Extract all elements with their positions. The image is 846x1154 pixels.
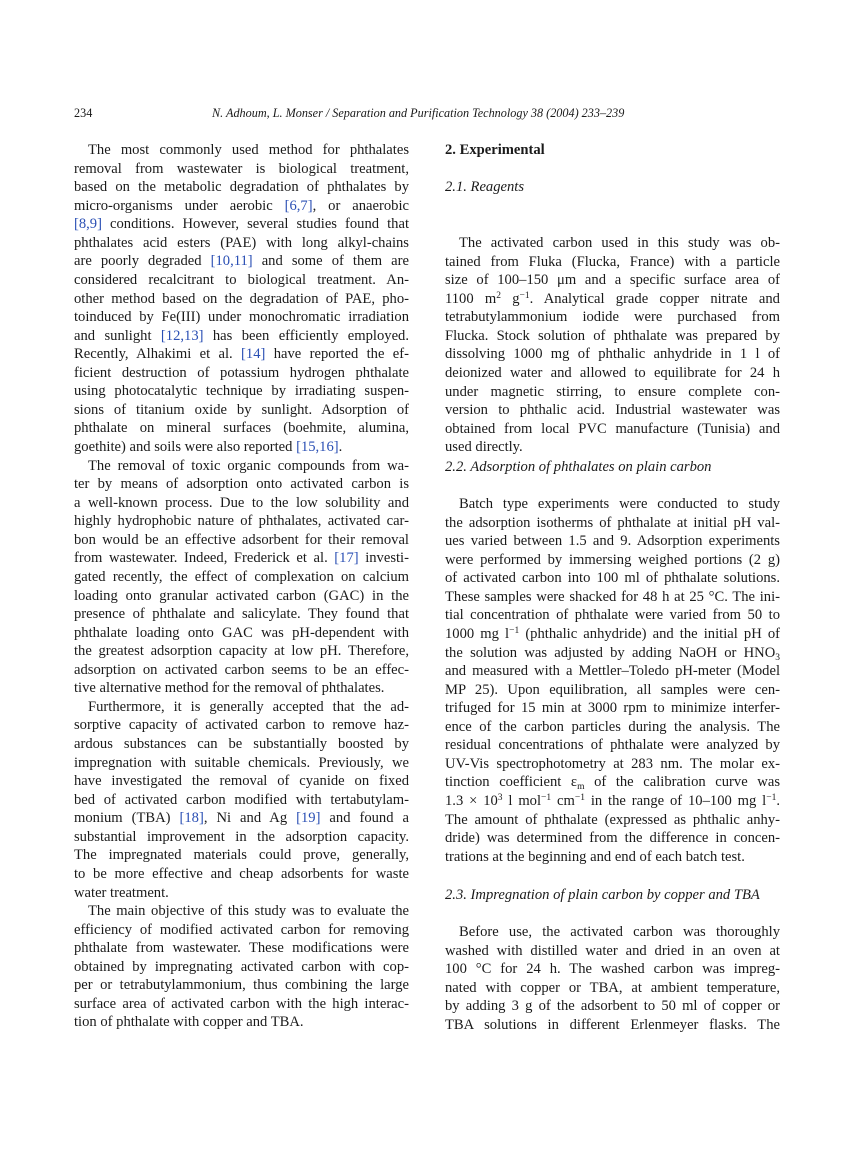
superscript: −1 [541, 793, 552, 803]
text-line: phthalate on mineral surfaces (boehmite, alumina, [74, 420, 409, 437]
text-line: obtained by impregnating activated carbon with cop- [74, 958, 409, 975]
citation-link[interactable]: [12,13] [160, 327, 204, 344]
text-line: Batch type experiments were conducted to study [459, 496, 780, 512]
text-line: surface area of activated carbon with the high interac- [74, 995, 409, 1012]
text-line: trifuged for 15 min at 3000 rpm to minimize interfer- [445, 700, 780, 717]
text-line: phthalate loading onto GAC was pH-dependent with [74, 624, 409, 641]
text-line: goethite) and soils were also reported [15,16]. [74, 439, 343, 455]
left-column [74, 141, 409, 1032]
text-line: sorptive capacity of activated carbon to remove haz- [74, 717, 409, 734]
text-line: per or tetrabutylammonium, thus combining the large [74, 977, 409, 994]
superscript: −1 [766, 793, 777, 803]
text-line: The main objective of this study was to evaluate the [88, 903, 409, 920]
superscript: −1 [509, 625, 520, 636]
text-line: adsorption on activated carbon seems to be an effec- [74, 661, 409, 678]
text-line: Flucka. Stock solution of phthalate was prepared by [445, 327, 780, 344]
text-line: ues varied between 1.5 and 9. Adsorption experiments [445, 533, 780, 550]
text-line: water treatment. [74, 884, 169, 901]
text-line: to be more effective and cheap adsorbents for waste [74, 865, 409, 882]
running-title: N. Adhoum, L. Monser / Separation and Purification Technology 38 (2004) 233–239 [212, 106, 625, 120]
text-line: Before use, the activated carbon was thoroughly [459, 924, 780, 940]
text-line: and measured with a Mettler–Toledo pH-meter (Model [445, 663, 780, 680]
text-line: tive alternative method for the removal of phthalates. [74, 680, 385, 697]
text-line: gated recently, the effect of complexation on calcium [74, 568, 409, 585]
text-line: washed with distilled water and dried in an oven at [445, 942, 780, 959]
text-line: dride) was determined from the difference in concen- [445, 830, 780, 847]
text-line: based on the metabolic degradation of phthalates by [74, 179, 409, 196]
text-line: The activated carbon used in this study was ob- [459, 235, 780, 251]
subscript: m [577, 782, 585, 793]
text-line: from wastewater. Indeed, Frederick et al. [17] investi- [74, 550, 409, 567]
text-line: substantial improvement in the adsorption capacity. [74, 828, 409, 845]
text-line: using photocatalytic technique by irradiating suspen- [74, 383, 409, 400]
text-line: $1.3 \times 10^3$ l mol$^{-1}$ $cm^{-1}$ in the range of 10–100 mg $l^{-1}$. [445, 793, 780, 809]
text-line: tetrabutylammonium iodide were purchased from [445, 309, 780, 326]
text-line: 1000 mg $l^{-1}$ (phthalic anhydride) and the initial pH of [445, 625, 781, 642]
text-line: other method based on the degradation of PAE, pho- [74, 290, 409, 307]
text-line: under magnetic stirring, to ensure complete con- [445, 383, 780, 400]
text-line: ter by means of adsorption onto activated carbon is [74, 476, 409, 493]
page-number: 234 [74, 106, 93, 120]
section-heading: 2. Experimental [445, 142, 545, 158]
citation-link[interactable]: [15,16] [296, 439, 339, 455]
text-line: impregnation with suitable chemicals. Previously, we [74, 754, 409, 771]
text-line: considered recalcitrant to biological treatment. An- [74, 271, 409, 288]
citation-link[interactable]: [19] [296, 810, 321, 827]
text-line: toinduced by Fe(III) under monochromatic irradiation [74, 309, 409, 326]
text-line: [8,9] conditions. However, several studies found that [74, 216, 409, 233]
text-line: were performed by immersing weighed portions (2 g) [445, 551, 780, 568]
text-line: phthalate from wastewater. These modifications were [74, 940, 409, 957]
superscript: 2 [496, 290, 501, 301]
subscript: 3 [775, 652, 780, 663]
text-line: These samples were shacked for 48 h at 25 °C. The ini- [445, 588, 780, 605]
text-line: size of 100–150 μm and a specific surface area of [445, 272, 780, 289]
text-line: the greatest adsorption capacity at low pH. Therefore, [74, 643, 409, 660]
text-line: tained from Fluka (Flucka, France) with a particle [445, 253, 780, 270]
text-line: UV-Vis spectrophotometry at 283 nm. The molar ex- [445, 755, 780, 772]
text-line: are poorly degraded [10,11] and some of them are [74, 253, 409, 270]
text-line: of activated carbon into 100 ml of phthalate solutions. [445, 570, 780, 587]
citation-link[interactable]: [8,9] [74, 216, 102, 233]
text-line: micro-organisms under aerobic [6,7], or anaerobic [74, 197, 409, 214]
text-line: the adsorption isotherms of phthalate at initial pH val- [445, 514, 780, 531]
superscript: −1 [519, 290, 530, 301]
text-line: ardous substances can be substantially boosted by [74, 736, 409, 752]
text-line: used directly. [445, 439, 523, 456]
text-line: The most commonly used method for phthalates [88, 142, 409, 158]
text-line: sions of titanium oxide by sunlight. Adsorption of [74, 401, 409, 418]
text-line: The amount of phthalate (expressed as phthalic anhy- [445, 811, 780, 828]
text-line: tinction coefficient $\varepsilon_m$ of the calibration curve was [445, 774, 780, 793]
text-line: monium (TBA) [18], Ni and Ag [19] and found a [74, 810, 409, 827]
text-line: 1100 $m^2$ $g^{-1}$. Analytical grade copper nitrate and [445, 290, 780, 307]
text-line: removal from wastewater is biological treatment, [74, 160, 409, 177]
text-line: deionized water and allowed to equilibrate for 24 h [445, 364, 780, 381]
text-line: MP 25). Upon equilibration, all samples were cen- [445, 681, 780, 698]
text-line: trations at the beginning and end of each batch test. [445, 848, 745, 865]
text-line: and sunlight [12,13] has been efficiently employed. [74, 327, 409, 344]
text-line: residual concentrations of phthalate were analyzed by [445, 737, 780, 754]
text-line: ence of the carbon particles during the analysis. The [445, 718, 780, 735]
citation-link[interactable]: [14] [241, 346, 266, 363]
text-line: 100 °C for 24 h. The washed carbon was impreg- [445, 961, 780, 978]
text-line: loading onto granular activated carbon (GAC) in the [74, 587, 409, 604]
text-line: version to phthalic acid. Industrial wastewater was [445, 402, 780, 419]
superscript: −1 [574, 793, 585, 803]
text-line: by adding 3 g of the adsorbent to 50 ml of copper or [445, 998, 780, 1015]
text-line: bon would be an effective adsorbent for their removal [74, 531, 409, 548]
subsection-heading-impregnation: 2.3. Impregnation of plain carbon by copper and TBA [445, 887, 760, 903]
text-line: nated with copper or TBA, at ambient temperature, [445, 979, 780, 996]
citation-link[interactable]: [17] [334, 550, 359, 567]
text-line: obtained from local PVC manufacture (Tunisia) and [445, 420, 780, 437]
text-line: ficient destruction of potassium hydrogen phthalate [74, 364, 409, 381]
citation-link[interactable]: [18] [179, 810, 204, 827]
text-line: presence of phthalate and salicylate. They found that [74, 606, 409, 623]
text-line: the solution was adjusted by adding NaOH or $HNO_3$ [445, 644, 780, 663]
text-line: highly hydrophobic nature of phthalates, activated car- [74, 513, 409, 530]
text-line: TBA solutions in different Erlenmeyer flasks. The [445, 1016, 780, 1033]
reagents-body [445, 234, 780, 457]
text-line: a well-known process. Due to the low solubility and [74, 494, 409, 511]
text-line: dissolving 1000 mg of phthalic anhydride in 1 l of [445, 346, 780, 363]
text-line: tion of phthalate with copper and TBA. [74, 1014, 304, 1031]
text-line: The impregnated materials could prove, generally, [74, 847, 409, 864]
text-line: phthalates acid esters (PAE) with long alkyl-chains [74, 234, 409, 251]
subsection-heading-reagents: 2.1. Reagents [445, 179, 525, 195]
adsorption-body [445, 495, 780, 866]
superscript: 3 [497, 793, 503, 803]
citation-link[interactable]: [10,11] [210, 253, 253, 270]
text-line: Recently, Alhakimi et al. [14] have reported the ef- [74, 346, 409, 363]
citation-link[interactable]: [6,7] [284, 197, 313, 214]
impregnation-body [445, 923, 780, 1034]
text-line: bed of activated carbon modified with tertabutylam- [74, 791, 409, 808]
text-line: Furthermore, it is generally accepted that the ad- [88, 698, 409, 715]
subsection-heading-adsorption: 2.2. Adsorption of phthalates on plain carbon [445, 459, 712, 475]
text-line: efficiency of modified activated carbon for removing [74, 921, 409, 938]
text-line: The removal of toxic organic compounds from wa- [88, 457, 409, 474]
text-line: have investigated the removal of cyanide on fixed [74, 773, 409, 790]
text-line: tial concentration of phthalate were varied from 50 to [445, 607, 780, 624]
